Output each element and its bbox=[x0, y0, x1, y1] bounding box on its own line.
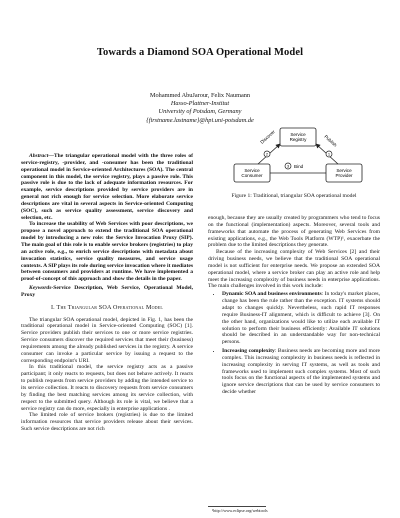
challenge-list bbox=[208, 291, 380, 396]
author-names: Mohammed AbuJarour, Felix Naumann bbox=[149, 92, 251, 99]
section-paragraph-1: The triangular SOA operational model, depicted in Fig. 1, has been the traditional operational model in Service-oriented Computing (SOC) [1]. Service providers publish their services to one or more service registries. Service consumers discover the required services that meet their (business) requirements among the already published services in the registry. A service consumer can invoke a particular service by issuing a request to the corresponding endpoint's URI. bbox=[21, 316, 193, 364]
challenge-item bbox=[222, 291, 380, 346]
registry-label bbox=[290, 132, 308, 142]
figure-soa-model bbox=[228, 122, 368, 188]
left-column bbox=[21, 153, 193, 433]
step-1-number: 1 bbox=[327, 151, 331, 157]
registry-label-1: Service bbox=[290, 132, 306, 137]
author-block bbox=[0, 92, 400, 125]
step-3-number: 3 bbox=[286, 163, 290, 169]
section-paragraph-2: In this traditional model, the service registry acts as a passive participant; it only reacts to requests, but does not behave actively. It reacts to publish requests from service providers by adding the intended service to its service collection. It reacts to discovery requests from service consumers by finding the best matching services among its service collection, with respect to the submitted query. Although its role is vital, we believe that a service registry can do more, especially in enterprise applications . bbox=[21, 364, 193, 412]
keywords-label: Keywords bbox=[29, 285, 52, 292]
provider-label: Service Provider bbox=[335, 168, 353, 178]
author-email: {firstname.lastname}@hpi.uni-potsdam.de bbox=[146, 116, 254, 124]
challenge-text: : Business needs are becoming more and more complex. This increasing complexity in business needs is reflected in increasing complexity in serving IT systems, as well as tools and frameworks used to implement such complex systems. Most of such tools focus on the functional aspects of the implemented systems and ignore service descriptions that can be used by service consumers to decide whether bbox=[222, 348, 380, 396]
registry-label-2: Registry bbox=[289, 137, 307, 142]
challenge-text: : In today's market places, change has been the rule rather than the exception. IT systems should adapt to changes quickly. Nevertheless, such rapid IT responses require Business-IT alignment, which is difficult to achieve [3]. On the other hand, organizations would like to utilize each available IT solution to perform their business efficiently: Available IT solutions should be described in an understandable way for non-technical persons. bbox=[222, 291, 381, 346]
challenge-term: Increasing complexity bbox=[222, 348, 275, 355]
paper-title: Towards a Diamond SOA Operational Model bbox=[96, 47, 304, 58]
challenge-item bbox=[222, 348, 380, 396]
step-2-number: 2 bbox=[265, 151, 269, 157]
right-paragraph-1: enough, because they are usually created by programmers who tend to focus on the functional (implementation) aspects. Moreover, several tools and frameworks that automate the process of generating Web Services from existing applications, e.g., the Web Tools Platform (WTP)¹, exacerbate the problem due to the limited descriptions they generate. bbox=[208, 215, 380, 249]
author-university: University of Potsdam, Germany bbox=[158, 108, 242, 116]
author-institute: Hasso-Plattner-Institut bbox=[170, 100, 230, 108]
soa-diagram bbox=[228, 122, 368, 188]
abstract-paragraph-2: To increase the usability of Web Services with poor descriptions, we propose a novel approach to extend the traditional SOA operational model by introducing a new role: the Service Invocation Proxy (SIP). The main goal of this role is to enable service brokers (registries) to play an active role, e.g., to enrich service descriptions with metadata about invocation statistics, service quality measures, and service usage contexts. A SIP plays its role during service invocation where it mediates between consumers and providers at runtime. We have implemented a proof-of-concept of this approach and show the details in the paper. bbox=[21, 221, 193, 283]
abstract-label: Abstract bbox=[29, 153, 49, 159]
keywords bbox=[21, 285, 193, 299]
right-paragraph-2: Because of the increasing complexity of Web Services [2] and their driving business needs, we believe that the traditional SOA operational model is not sufficient for enterprise needs. We propose an extended SOA operational model, where a service broker can play an active role and help meet the increasing complexity of business needs in enterprise applications. The main challenges involved in this work include: bbox=[208, 249, 380, 290]
discover-label: Discover bbox=[259, 129, 276, 145]
consumer-label: Service Consumer bbox=[241, 168, 263, 178]
section-heading: I. The Triangular SOA Operational Model bbox=[50, 304, 164, 311]
figure-caption: Figure 1: Traditional, triangular SOA operational model bbox=[231, 193, 357, 199]
right-column bbox=[208, 215, 380, 398]
challenge-term: Dynamic SOA and business environments bbox=[222, 291, 322, 298]
publish-label: Publish bbox=[323, 134, 338, 148]
abstract-text: —The triangular operational model with the three roles of service-registry, -provider, and -consumer has been the traditional operational model in Service-oriented Architectures (SOA). The central component in this model, the service registry, plays a passive role. This passive role is due to the lack of adequate information resources. For example, service descriptions provided by service providers are in general not rich enough for service selection. More elaborate service descriptions are vital in several aspects in Service-oriented Computing (SOC), such as service quality assessment, service discovery and selection, etc. bbox=[21, 153, 193, 221]
bind-label: Bind bbox=[294, 164, 304, 169]
footnote-rule bbox=[208, 506, 266, 507]
section-paragraph-3: The limited role of service brokers (registries) is due to the limited information resources that service providers release about their services. Such service descriptions are not rich bbox=[21, 412, 193, 433]
keywords-text: -Service Description, Web Service, Operational Model, Proxy bbox=[21, 285, 193, 298]
footnote: ¹http://www.eclipse.org/webtools bbox=[212, 508, 268, 513]
abstract bbox=[21, 153, 193, 221]
